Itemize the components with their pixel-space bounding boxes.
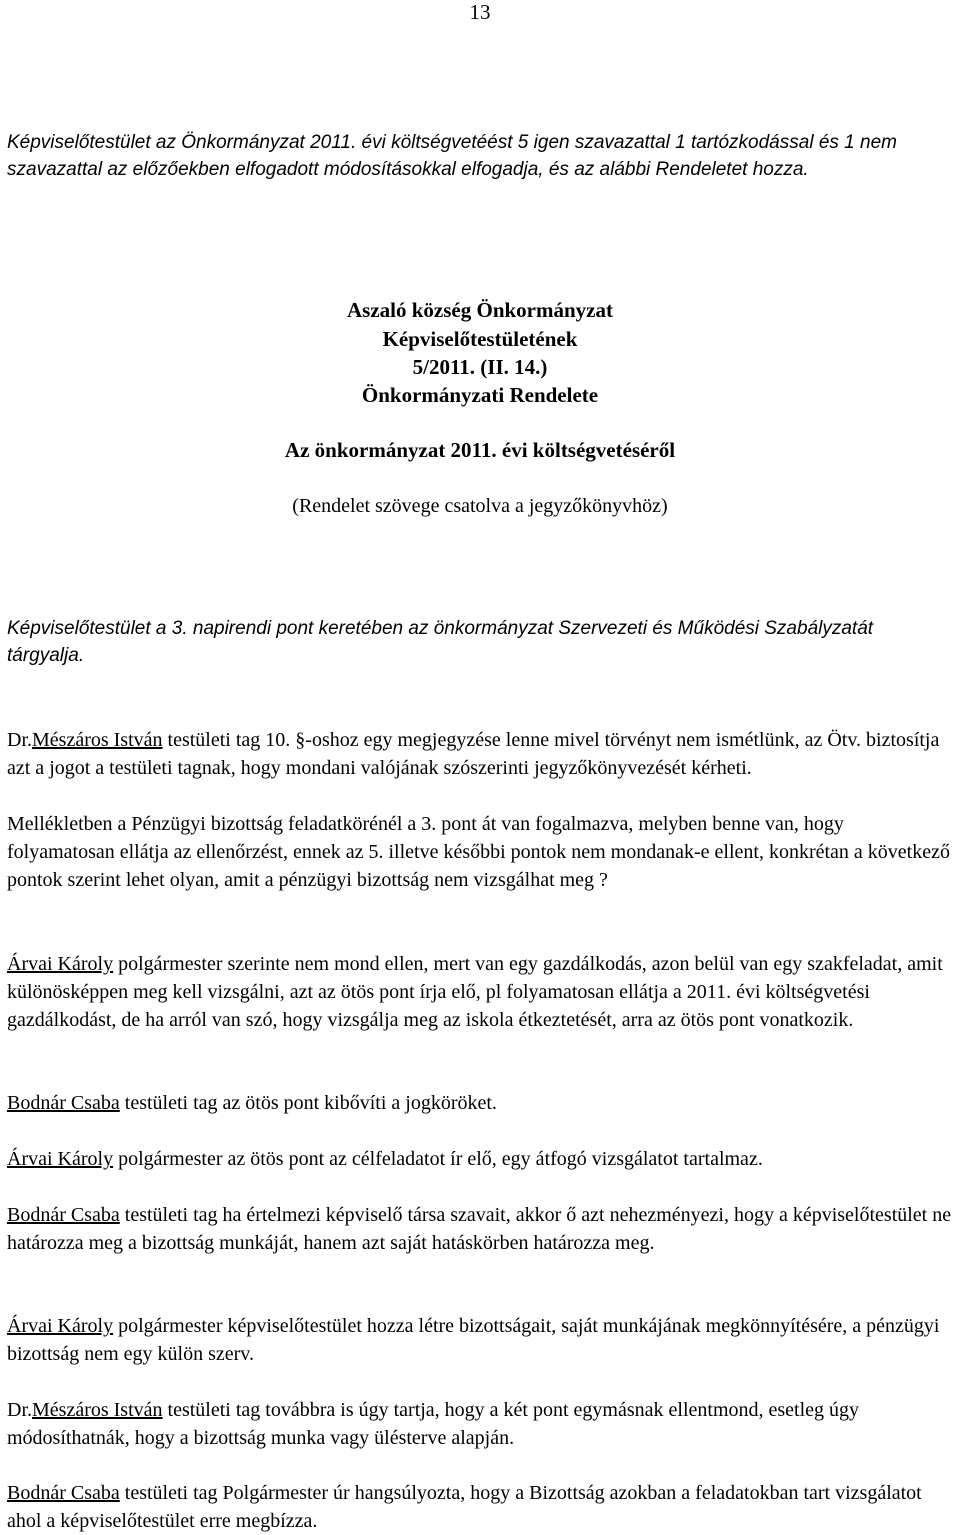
speech-paragraph [7,726,955,782]
speech-text: testületi tag továbbra is úgy tartja, hogy a két pont egymásnak ellentmond, esetleg úgy módosíthatnák, hogy a bizottság munka vagy ülésterve alapján. [7,1399,860,1449]
speaker-name: Bodnár Csaba [7,1482,120,1504]
speech-text: polgármester képviselőtestület hozza létre bizottságait, saját munkájának megkönnyítésére, a pénzügyi bizottság nem egy külön szerv. [7,1315,940,1365]
speech-text: polgármester az ötös pont az célfeladatot ír elő, egy átfogó vizsgálatot tartalmaz. [113,1148,763,1170]
speech-paragraph [7,1201,955,1257]
speech-paragraph [7,1145,955,1173]
speaker-name: Bodnár Csaba [7,1092,120,1114]
decree-body: Képviselőtestületének [382,327,578,351]
decree-note: (Rendelet szövege csatolva a jegyzőkönyvhöz) [292,495,668,517]
speaker-name: Árvai Károly [7,1315,114,1337]
speaker-name: Árvai Károly [7,1148,114,1170]
speaker-prefix: Dr. [7,1399,32,1421]
speech-text: testületi tag 10. §-oshoz egy megjegyzése lenne mivel törvényt nem ismétlünk, az Ötv. biztosítja azt a jogot a testületi tagnak, hogy mondani valójának szószerinti jegyzőkönyvezését kérheti. [7,729,940,779]
speech-paragraph [7,950,955,1034]
speech-paragraph [7,1479,955,1535]
speech-paragraph [7,1089,955,1117]
speech-paragraph [7,1312,955,1368]
speaker-name: Árvai Károly [7,953,114,975]
decree-issuer: Aszaló község Önkormányzat [347,298,613,322]
speech-paragraph [7,1396,955,1452]
page-number: 13 [469,0,491,24]
speaker-name: Mészáros István [32,1399,163,1421]
speech-text: testületi tag Polgármester úr hangsúlyozta, hogy a Bizottság azokban a feladatokban tart vizsgálatot ahol a képviselőtestület erre megbízza. [7,1482,922,1532]
speaker-name: Mészáros István [32,729,163,751]
decree-subject: Az önkormányzat 2011. évi költségvetéséről [284,438,676,462]
speaker-prefix: Dr. [7,729,32,751]
decree-type: Önkormányzati Rendelete [361,383,599,407]
speech-paragraph-continued: Mellékletben a Pénzügyi bizottság feladatkörénél a 3. pont át van fogalmazva, melyben benne van, hogy folyamatosan ellátja az ellenőrzést, ennek az 5. illetve későbbi pontok nem mondanak-e ellent, konkrétan a következő pontok szerint lehet olyan, amit a pénzügyi bizottság nem vizsgálhat meg ? [7,813,950,891]
speaker-name: Bodnár Csaba [7,1204,120,1226]
speech-text: polgármester szerinte nem mond ellen, mert van egy gazdálkodás, azon belül van egy szakfeladat, amit különösképpen meg kell vizsgálni, azt az ötös pont írja elő, pl folyamatosan ellátja a 2011. évi költségvetési gazdálkodást, de ha arról van szó, hogy vizsgálja meg az iskola étkeztetését, arra az ötös pont vonatkozik. [7,953,943,1031]
speech-text: testületi tag az ötös pont kibővíti a jogköröket. [119,1092,497,1114]
speech-text: testületi tag ha értelmezi képviselő társa szavait, akkor ő azt nehezményezi, hogy a képviselőtestület ne határozza meg a bizottság munkáját, hanem azt saját hatáskörben határozza meg. [7,1204,952,1254]
intro-paragraph: Képviselőtestület az Önkormányzat 2011. évi költségvetéést 5 igen szavazattal 1 tartózkodással és 1 nem szavazattal az előzőekben elfogadott módosításokkal elfogadja, és az alábbi Rendeletet hozza. [7,132,897,180]
agenda-paragraph: Képviselőtestület a 3. napirendi pont keretében az önkormányzat Szervezeti és Működési Szabályzatát tárgyalja. [7,618,874,666]
decree-number: 5/2011. (II. 14.) [412,355,548,379]
